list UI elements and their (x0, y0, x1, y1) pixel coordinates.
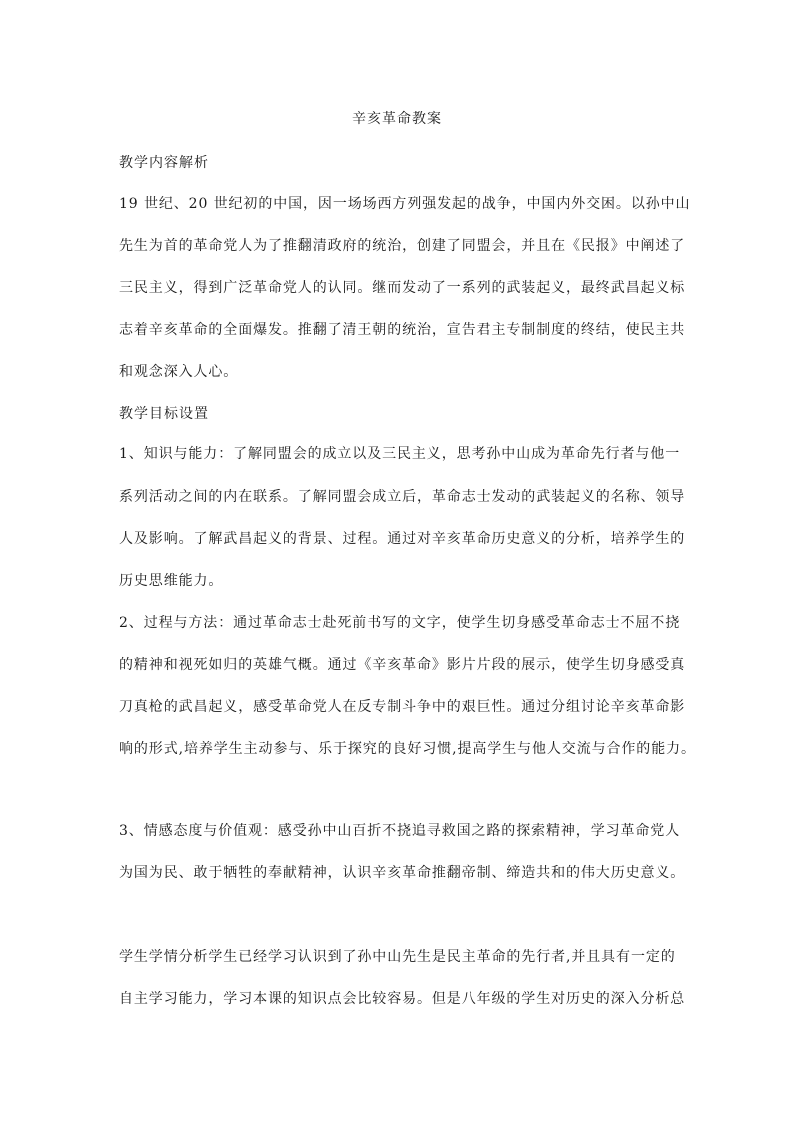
paragraph-line: 刀真枪的武昌起义，感受革命党人在反专制斗争中的艰巨性。通过分组讨论辛亥革命影 (119, 699, 686, 715)
paragraph-line: 的精神和视死如归的英雄气概。通过《辛亥革命》影片片段的展示，使学生切身感受真 (119, 657, 686, 673)
paragraph-line: 人及影响。了解武昌起义的背景、过程。通过对辛亥革命历史意义的分析，培养学生的 (119, 531, 686, 547)
paragraph-line: 19 世纪、20 世纪初的中国，因一场场西方列强发起的战争，中国内外交困。以孙中山 (119, 196, 691, 212)
section-heading-content-analysis: 教学内容解析 (119, 155, 209, 171)
paragraph-line: 学生学情分析学生已经学习认识到了孙中山先生是民主革命的先行者,并且具有一定的 (119, 949, 676, 965)
paragraph-line: 3、情感态度与价值观：感受孙中山百折不挠追寻救国之路的探索精神，学习革命党人 (119, 823, 681, 839)
paragraph-line: 历史思维能力。 (119, 573, 224, 589)
paragraph-line: 为国为民、敢于牺牲的奉献精神，认识辛亥革命推翻帝制、缔造共和的伟大历史意义。 (119, 865, 686, 881)
paragraph-line: 2、过程与方法：通过革命志士赴死前书写的文字，使学生切身感受革命志士不屈不挠 (119, 615, 681, 631)
paragraph-line: 响的形式,培养学生主动参与、乐于探究的良好习惯,提高学生与他人交流与合作的能力。 (119, 741, 696, 757)
paragraph-line: 先生为首的革命党人为了推翻清政府的统治，创建了同盟会，并且在《民报》中阐述了 (119, 238, 686, 254)
paragraph-line: 志着辛亥革命的全面爆发。推翻了清王朝的统治，宣告君主专制制度的终结，使民主共 (119, 322, 686, 338)
paragraph-line: 系列活动之间的内在联系。了解同盟会成立后，革命志士发动的武装起义的名称、领导 (119, 489, 686, 505)
section-heading-teaching-goals: 教学目标设置 (119, 406, 209, 422)
paragraph-line: 1、知识与能力：了解同盟会的成立以及三民主义，思考孙中山成为革命先行者与他一 (119, 446, 681, 462)
paragraph-line: 和观念深入人心。 (119, 364, 239, 380)
paragraph-line: 三民主义，得到广泛革命党人的认同。继而发动了一系列的武装起义，最终武昌起义标 (119, 280, 686, 296)
paragraph-line: 自主学习能力，学习本课的知识点会比较容易。但是八年级的学生对历史的深入分析总 (119, 991, 686, 1007)
document-title: 辛亥革命教案 (352, 111, 442, 127)
